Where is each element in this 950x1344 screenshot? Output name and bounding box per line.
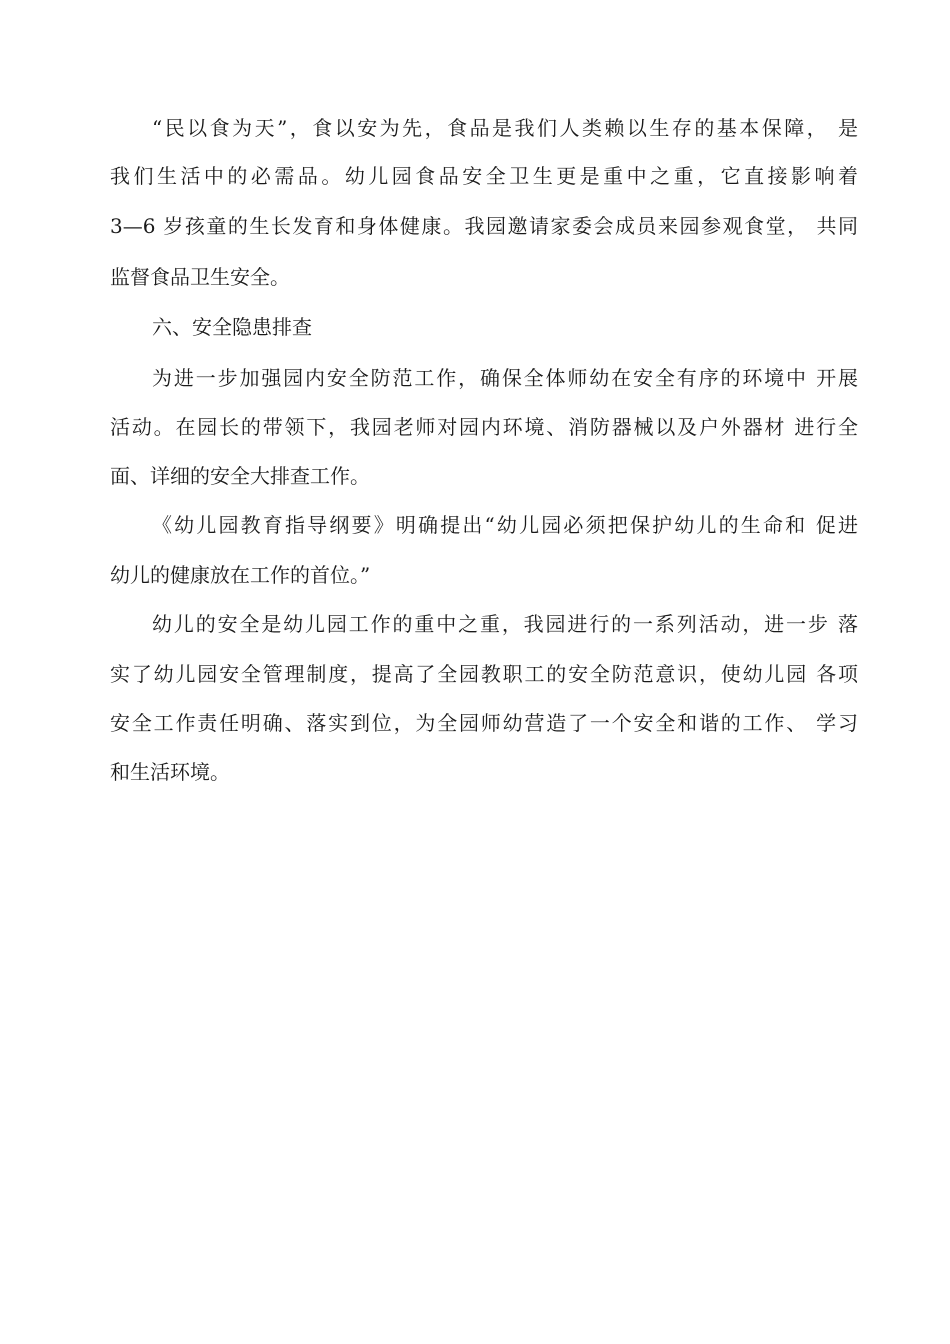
paragraph-conclusion-line-2: 实了幼儿园安全管理制度，提高了全园教职工的安全防范意识，使幼儿园 各项 [110, 662, 858, 686]
paragraph-guideline-line-2: 幼儿的健康放在工作的首位。” [110, 563, 371, 587]
paragraph-inspection-line-3: 面、详细的安全大排查工作。 [110, 464, 370, 488]
paragraph-food-safety-line-4: 监督食品卫生安全。 [110, 265, 290, 289]
paragraph-food-safety-line-1: “民以食为天”，食以安为先，食品是我们人类赖以生存的基本保障， 是 [152, 116, 858, 140]
paragraph-conclusion-line-4: 和生活环境。 [110, 760, 230, 784]
paragraph-guideline-line-1: 《幼儿园教育指导纲要》明确提出“幼儿园必须把保护幼儿的生命和 促进 [152, 513, 858, 537]
section-heading: 六、安全隐患排查 [152, 315, 312, 339]
paragraph-inspection-line-2: 活动。在园长的带领下，我园老师对园内环境、消防器械以及户外器材 进行全 [110, 415, 858, 439]
paragraph-food-safety-line-2: 我们生活中的必需品。幼儿园食品安全卫生更是重中之重，它直接影响着 [110, 164, 858, 188]
paragraph-conclusion-line-1: 幼儿的安全是幼儿园工作的重中之重，我园进行的一系列活动，进一步 落 [152, 612, 858, 636]
paragraph-inspection-line-1: 为进一步加强园内安全防范工作，确保全体师幼在安全有序的环境中 开展 [152, 366, 858, 390]
paragraph-food-safety-line-3: 3—6 岁孩童的生长发育和身体健康。我园邀请家委会成员来园参观食堂， 共同 [110, 214, 858, 238]
paragraph-conclusion-line-3: 安全工作责任明确、落实到位，为全园师幼营造了一个安全和谐的工作、 学习 [110, 711, 858, 735]
